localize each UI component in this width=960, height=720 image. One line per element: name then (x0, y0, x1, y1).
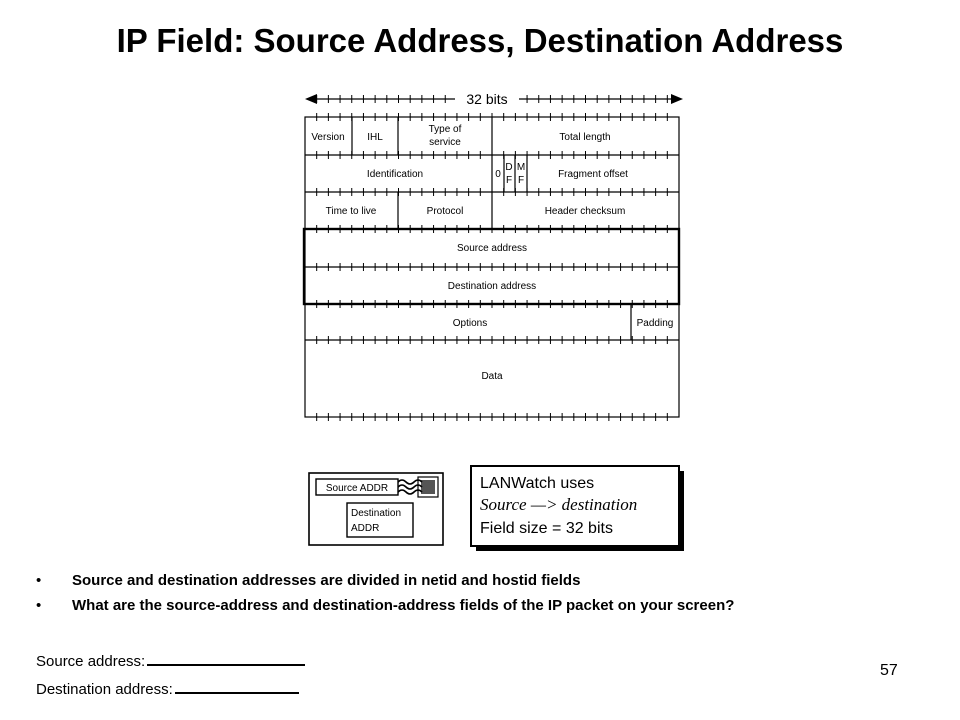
lanwatch-box (471, 466, 684, 551)
bullet-text: What are the source-address and destination-address fields of the IP packet on your screen? (72, 597, 735, 614)
field-header-checksum: Header checksum (544, 206, 626, 217)
field-ihl: IHL (367, 132, 383, 143)
field-padding: Padding (636, 318, 674, 329)
bullet-dot: • (36, 572, 42, 589)
source-address-blank[interactable] (147, 650, 305, 666)
envelope-illustration (309, 473, 443, 545)
field-time-to-live: Time to live (325, 206, 377, 217)
field-mf-f: F (517, 175, 525, 186)
field-zero-bit: 0 (495, 169, 501, 180)
lanwatch-line2: Source —> destination (480, 495, 638, 514)
field-destination-address: Destination address (447, 281, 537, 292)
field-options: Options (452, 318, 488, 329)
bullet-item (36, 571, 856, 590)
slide-title: IP Field: Source Address, Destination Address (116, 22, 844, 59)
bullet-text: Source and destination addresses are divided in netid and hostid fields (72, 572, 581, 589)
envelope-destination-line1: Destination (351, 508, 402, 519)
field-total-length: Total length (559, 132, 611, 143)
field-fragment-offset: Fragment offset (558, 169, 628, 180)
field-df-f: F (505, 175, 513, 186)
postmark-icon (398, 477, 438, 497)
destination-address-label: Destination address: (36, 681, 173, 698)
ip-header-diagram (295, 85, 695, 555)
destination-address-blank[interactable] (175, 678, 299, 694)
envelope-destination-line2: ADDR (351, 523, 380, 534)
field-protocol: Protocol (426, 206, 464, 217)
width-label: 32 bits (466, 91, 508, 107)
field-identification: Identification (366, 169, 424, 180)
field-version: Version (311, 132, 345, 143)
field-data: Data (481, 371, 503, 382)
bullet-dot: • (36, 597, 42, 614)
field-type-of-service-line2: service (429, 137, 461, 148)
lanwatch-line3: Field size = 32 bits (480, 520, 613, 537)
field-source-address: Source address (456, 243, 528, 254)
page-number: 57 (880, 662, 898, 679)
source-address-line (36, 650, 305, 670)
envelope-source-label: Source ADDR (325, 483, 389, 494)
destination-address-line (36, 678, 299, 698)
field-df-d: D (505, 162, 513, 173)
bullet-list (36, 571, 856, 621)
lanwatch-line1: LANWatch uses (480, 475, 595, 492)
source-address-label: Source address: (36, 653, 146, 670)
field-mf-m: M (516, 162, 526, 173)
bullet-item (36, 596, 856, 615)
field-type-of-service-line1: Type of (428, 124, 462, 135)
